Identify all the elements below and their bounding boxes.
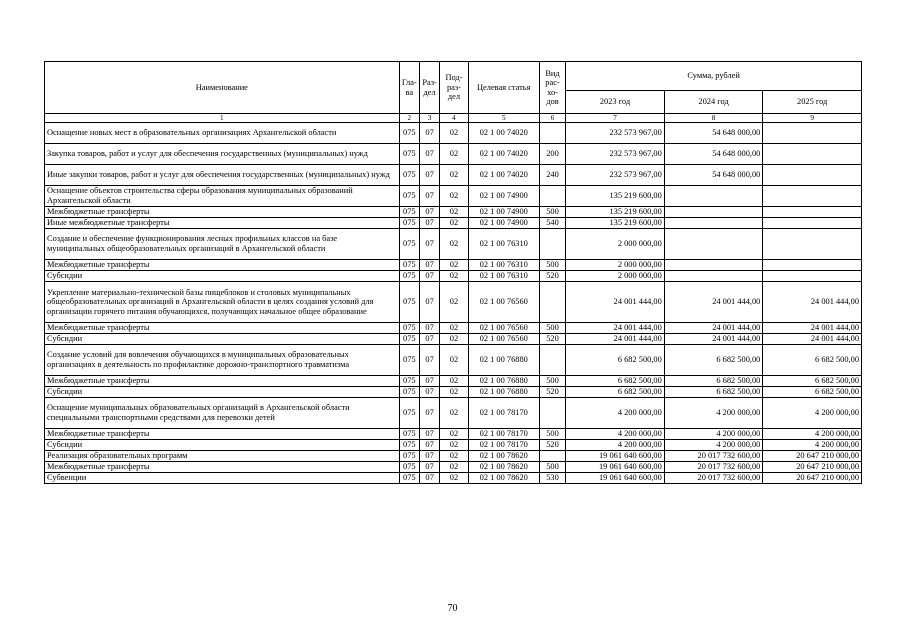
row-sum-2025 — [763, 207, 862, 218]
row-podrazdel: 02 — [440, 334, 468, 345]
row-sum-2024: 20 017 732 600,00 — [664, 451, 763, 462]
row-razdel: 07 — [419, 462, 439, 473]
row-glava: 075 — [399, 260, 419, 271]
row-sum-2024: 54 648 000,00 — [664, 165, 763, 186]
row-sum-2023: 2 000 000,00 — [566, 260, 665, 271]
row-glava: 075 — [399, 271, 419, 282]
row-name: Субсидии — [45, 271, 400, 282]
row-razdel: 07 — [419, 387, 439, 398]
row-vid: 540 — [539, 218, 565, 229]
row-target: 02 1 00 74900 — [468, 218, 539, 229]
row-vid: 530 — [539, 473, 565, 484]
row-sum-2023: 232 573 967,00 — [566, 123, 665, 144]
table-row — [45, 334, 862, 345]
row-glava: 075 — [399, 282, 419, 323]
column-number: 4 — [440, 114, 468, 123]
row-sum-2025: 6 682 500,00 — [763, 376, 862, 387]
row-glava: 075 — [399, 144, 419, 165]
row-razdel: 07 — [419, 398, 439, 429]
row-vid — [539, 186, 565, 207]
table-row — [45, 229, 862, 260]
row-sum-2023: 232 573 967,00 — [566, 144, 665, 165]
row-sum-2025: 4 200 000,00 — [763, 398, 862, 429]
table-body — [45, 123, 862, 484]
header-sum: Сумма, рублей — [566, 62, 862, 91]
row-target: 02 1 00 78170 — [468, 440, 539, 451]
column-number: 5 — [468, 114, 539, 123]
row-name: Оснащение объектов строительства сферы образования муниципальных образований Архангельской области — [45, 186, 400, 207]
row-sum-2025: 20 647 210 000,00 — [763, 451, 862, 462]
row-razdel: 07 — [419, 260, 439, 271]
row-sum-2023: 135 219 600,00 — [566, 218, 665, 229]
row-sum-2023: 4 200 000,00 — [566, 440, 665, 451]
row-sum-2024: 4 200 000,00 — [664, 398, 763, 429]
row-name: Оснащение муниципальных образовательных организаций в Архангельской области специальными транспортными средствами для перевозки детей — [45, 398, 400, 429]
row-vid — [539, 123, 565, 144]
header-razdel: Раз-дел — [419, 62, 439, 114]
row-sum-2024: 24 001 444,00 — [664, 323, 763, 334]
table-row — [45, 218, 862, 229]
row-target: 02 1 00 76560 — [468, 323, 539, 334]
column-number: 7 — [566, 114, 665, 123]
row-target: 02 1 00 74900 — [468, 207, 539, 218]
row-vid: 520 — [539, 271, 565, 282]
table-row — [45, 323, 862, 334]
column-number: 9 — [763, 114, 862, 123]
row-sum-2025 — [763, 123, 862, 144]
row-target: 02 1 00 78170 — [468, 429, 539, 440]
row-name: Межбюджетные трансферты — [45, 207, 400, 218]
row-vid — [539, 451, 565, 462]
row-podrazdel: 02 — [440, 440, 468, 451]
row-glava: 075 — [399, 323, 419, 334]
table-row — [45, 186, 862, 207]
row-podrazdel: 02 — [440, 165, 468, 186]
row-razdel: 07 — [419, 451, 439, 462]
row-razdel: 07 — [419, 429, 439, 440]
row-sum-2025 — [763, 260, 862, 271]
row-razdel: 07 — [419, 473, 439, 484]
row-name: Создание и обеспечение функционирования лесных профильных классов на базе муниципальных общеобразовательных организаций в Архангельской области — [45, 229, 400, 260]
table-row — [45, 376, 862, 387]
row-target: 02 1 00 74020 — [468, 144, 539, 165]
row-target: 02 1 00 78170 — [468, 398, 539, 429]
row-razdel: 07 — [419, 123, 439, 144]
row-podrazdel: 02 — [440, 229, 468, 260]
row-sum-2024 — [664, 207, 763, 218]
row-podrazdel: 02 — [440, 429, 468, 440]
row-glava: 075 — [399, 207, 419, 218]
row-target: 02 1 00 74020 — [468, 123, 539, 144]
column-number: 6 — [539, 114, 565, 123]
row-sum-2024 — [664, 260, 763, 271]
row-podrazdel: 02 — [440, 144, 468, 165]
row-name: Субсидии — [45, 440, 400, 451]
row-glava: 075 — [399, 462, 419, 473]
row-sum-2025: 24 001 444,00 — [763, 282, 862, 323]
header-target: Целевая статья — [468, 62, 539, 114]
column-number: 2 — [399, 114, 419, 123]
table-row — [45, 144, 862, 165]
row-vid — [539, 229, 565, 260]
column-number-row — [45, 114, 862, 123]
row-sum-2023: 4 200 000,00 — [566, 429, 665, 440]
row-vid: 500 — [539, 462, 565, 473]
row-sum-2024: 4 200 000,00 — [664, 429, 763, 440]
row-sum-2023: 4 200 000,00 — [566, 398, 665, 429]
row-razdel: 07 — [419, 376, 439, 387]
row-razdel: 07 — [419, 229, 439, 260]
row-razdel: 07 — [419, 271, 439, 282]
column-number: 1 — [45, 114, 400, 123]
row-razdel: 07 — [419, 144, 439, 165]
row-sum-2025 — [763, 144, 862, 165]
row-target: 02 1 00 74900 — [468, 186, 539, 207]
row-glava: 075 — [399, 123, 419, 144]
row-name: Межбюджетные трансферты — [45, 260, 400, 271]
row-sum-2023: 24 001 444,00 — [566, 334, 665, 345]
row-sum-2024 — [664, 186, 763, 207]
table-row — [45, 473, 862, 484]
row-razdel: 07 — [419, 334, 439, 345]
row-glava: 075 — [399, 451, 419, 462]
header-2023: 2023 год — [566, 91, 665, 114]
row-vid: 520 — [539, 440, 565, 451]
header-podrazdel: Под-раз-дел — [440, 62, 468, 114]
budget-table — [44, 61, 862, 484]
row-sum-2023: 135 219 600,00 — [566, 207, 665, 218]
row-vid: 520 — [539, 334, 565, 345]
row-sum-2023: 24 001 444,00 — [566, 282, 665, 323]
row-sum-2025: 4 200 000,00 — [763, 440, 862, 451]
row-target: 02 1 00 74020 — [468, 165, 539, 186]
row-sum-2023: 6 682 500,00 — [566, 376, 665, 387]
row-target: 02 1 00 78620 — [468, 451, 539, 462]
row-sum-2023: 2 000 000,00 — [566, 229, 665, 260]
row-vid: 500 — [539, 207, 565, 218]
row-vid: 500 — [539, 376, 565, 387]
row-glava: 075 — [399, 440, 419, 451]
row-sum-2024: 54 648 000,00 — [664, 144, 763, 165]
row-razdel: 07 — [419, 165, 439, 186]
row-podrazdel: 02 — [440, 271, 468, 282]
row-razdel: 07 — [419, 440, 439, 451]
row-sum-2023: 135 219 600,00 — [566, 186, 665, 207]
row-name: Оснащение новых мест в образовательных организациях Архангельской области — [45, 123, 400, 144]
row-target: 02 1 00 76310 — [468, 229, 539, 260]
row-vid — [539, 398, 565, 429]
row-sum-2025: 4 200 000,00 — [763, 429, 862, 440]
row-razdel: 07 — [419, 323, 439, 334]
row-name: Межбюджетные трансферты — [45, 323, 400, 334]
row-name: Субсидии — [45, 387, 400, 398]
row-razdel: 07 — [419, 345, 439, 376]
row-sum-2023: 6 682 500,00 — [566, 345, 665, 376]
row-sum-2025: 24 001 444,00 — [763, 334, 862, 345]
row-vid — [539, 345, 565, 376]
row-name: Субвенции — [45, 473, 400, 484]
row-name: Иные межбюджетные трансферты — [45, 218, 400, 229]
row-podrazdel: 02 — [440, 282, 468, 323]
row-vid — [539, 282, 565, 323]
row-sum-2023: 19 061 640 600,00 — [566, 462, 665, 473]
table-row — [45, 282, 862, 323]
row-sum-2025 — [763, 165, 862, 186]
header-glava: Гла-ва — [399, 62, 419, 114]
row-podrazdel: 02 — [440, 345, 468, 376]
header-2024: 2024 год — [664, 91, 763, 114]
row-glava: 075 — [399, 387, 419, 398]
row-podrazdel: 02 — [440, 123, 468, 144]
row-name: Реализация образовательных программ — [45, 451, 400, 462]
row-glava: 075 — [399, 186, 419, 207]
row-razdel: 07 — [419, 207, 439, 218]
row-sum-2025 — [763, 229, 862, 260]
row-name: Межбюджетные трансферты — [45, 462, 400, 473]
column-number: 3 — [419, 114, 439, 123]
table-row — [45, 271, 862, 282]
row-name: Создание условий для вовлечения обучающихся в муниципальных образовательных организациях в деятельность по профилактике дорожно-транспортного травматизма — [45, 345, 400, 376]
row-name: Укрепление материально-технической базы пищеблоков и столовых муниципальных общеобразовательных организаций в Архангельской области в целях создания условий для организации горячего питания обучающихся, получающих начальное общее образование — [45, 282, 400, 323]
table-row — [45, 440, 862, 451]
row-name: Субсидии — [45, 334, 400, 345]
row-vid: 500 — [539, 429, 565, 440]
row-podrazdel: 02 — [440, 462, 468, 473]
row-sum-2024: 54 648 000,00 — [664, 123, 763, 144]
row-vid: 240 — [539, 165, 565, 186]
table-row — [45, 398, 862, 429]
row-sum-2025: 24 001 444,00 — [763, 323, 862, 334]
table-row — [45, 387, 862, 398]
row-sum-2025: 20 647 210 000,00 — [763, 473, 862, 484]
page-number: 70 — [447, 603, 458, 614]
header-2025: 2025 год — [763, 91, 862, 114]
row-target: 02 1 00 76560 — [468, 334, 539, 345]
row-glava: 075 — [399, 345, 419, 376]
row-sum-2024: 6 682 500,00 — [664, 387, 763, 398]
table-row — [45, 260, 862, 271]
row-vid: 200 — [539, 144, 565, 165]
row-glava: 075 — [399, 429, 419, 440]
row-podrazdel: 02 — [440, 451, 468, 462]
row-target: 02 1 00 76880 — [468, 345, 539, 376]
row-glava: 075 — [399, 376, 419, 387]
row-sum-2025 — [763, 218, 862, 229]
row-podrazdel: 02 — [440, 260, 468, 271]
row-sum-2025: 6 682 500,00 — [763, 345, 862, 376]
row-sum-2024: 24 001 444,00 — [664, 282, 763, 323]
row-target: 02 1 00 76310 — [468, 271, 539, 282]
row-razdel: 07 — [419, 218, 439, 229]
row-razdel: 07 — [419, 186, 439, 207]
row-razdel: 07 — [419, 282, 439, 323]
row-sum-2024 — [664, 229, 763, 260]
row-podrazdel: 02 — [440, 323, 468, 334]
table-row — [45, 207, 862, 218]
row-sum-2025 — [763, 271, 862, 282]
row-podrazdel: 02 — [440, 398, 468, 429]
row-sum-2023: 6 682 500,00 — [566, 387, 665, 398]
row-sum-2024: 4 200 000,00 — [664, 440, 763, 451]
row-sum-2024: 20 017 732 600,00 — [664, 473, 763, 484]
row-target: 02 1 00 76310 — [468, 260, 539, 271]
row-glava: 075 — [399, 218, 419, 229]
table-row — [45, 165, 862, 186]
row-sum-2024: 6 682 500,00 — [664, 345, 763, 376]
row-sum-2023: 232 573 967,00 — [566, 165, 665, 186]
row-glava: 075 — [399, 165, 419, 186]
row-podrazdel: 02 — [440, 207, 468, 218]
header-vid: Вид рас-хо-дов — [539, 62, 565, 114]
row-glava: 075 — [399, 334, 419, 345]
row-podrazdel: 02 — [440, 473, 468, 484]
header-name: Наименование — [45, 62, 400, 114]
row-podrazdel: 02 — [440, 387, 468, 398]
row-sum-2024 — [664, 218, 763, 229]
row-sum-2023: 19 061 640 600,00 — [566, 473, 665, 484]
row-glava: 075 — [399, 398, 419, 429]
row-sum-2024: 24 001 444,00 — [664, 334, 763, 345]
column-number: 8 — [664, 114, 763, 123]
row-name: Иные закупки товаров, работ и услуг для обеспечения государственных (муниципальных) нужд — [45, 165, 400, 186]
row-sum-2023: 19 061 640 600,00 — [566, 451, 665, 462]
table-row — [45, 345, 862, 376]
row-sum-2025: 6 682 500,00 — [763, 387, 862, 398]
row-vid: 500 — [539, 323, 565, 334]
row-target: 02 1 00 76880 — [468, 387, 539, 398]
row-podrazdel: 02 — [440, 218, 468, 229]
row-target: 02 1 00 78620 — [468, 462, 539, 473]
row-target: 02 1 00 78620 — [468, 473, 539, 484]
row-name: Межбюджетные трансферты — [45, 376, 400, 387]
row-name: Межбюджетные трансферты — [45, 429, 400, 440]
row-podrazdel: 02 — [440, 376, 468, 387]
row-glava: 075 — [399, 473, 419, 484]
table-row — [45, 123, 862, 144]
row-sum-2023: 24 001 444,00 — [566, 323, 665, 334]
row-podrazdel: 02 — [440, 186, 468, 207]
row-vid: 520 — [539, 387, 565, 398]
row-sum-2025: 20 647 210 000,00 — [763, 462, 862, 473]
row-target: 02 1 00 76560 — [468, 282, 539, 323]
row-glava: 075 — [399, 229, 419, 260]
row-sum-2024: 6 682 500,00 — [664, 376, 763, 387]
row-sum-2023: 2 000 000,00 — [566, 271, 665, 282]
row-target: 02 1 00 76880 — [468, 376, 539, 387]
table-row — [45, 462, 862, 473]
table-row — [45, 451, 862, 462]
row-sum-2024: 20 017 732 600,00 — [664, 462, 763, 473]
row-sum-2025 — [763, 186, 862, 207]
table-row — [45, 429, 862, 440]
row-name: Закупка товаров, работ и услуг для обеспечения государственных (муниципальных) нужд — [45, 144, 400, 165]
row-vid: 500 — [539, 260, 565, 271]
row-sum-2024 — [664, 271, 763, 282]
